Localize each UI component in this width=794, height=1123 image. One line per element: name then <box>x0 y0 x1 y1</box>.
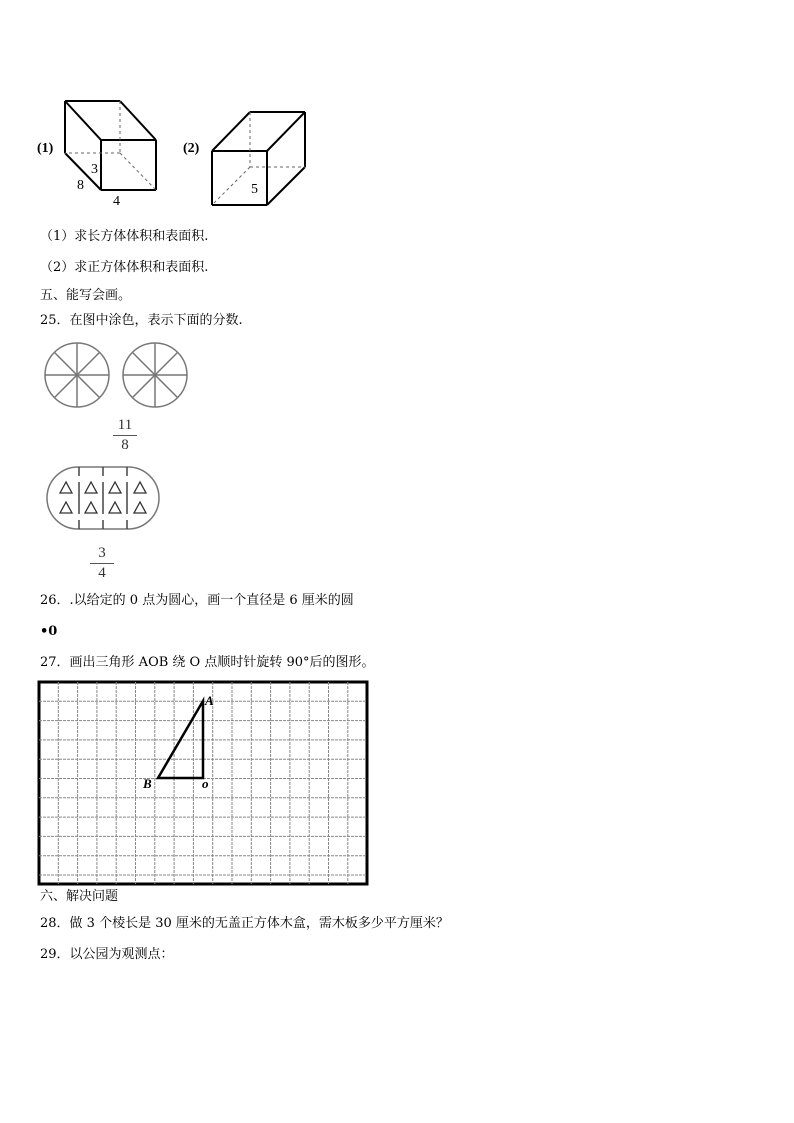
fraction-three-quarters <box>87 545 117 582</box>
cuboid-height-label: 3 <box>91 162 98 177</box>
section-6-heading: 六、解决问题 <box>40 889 119 904</box>
question-25: 25．在图中涂色，表示下面的分数. <box>40 313 243 328</box>
section-5-heading: 五、能写会画。 <box>40 288 132 303</box>
fraction-denominator: 8 <box>121 437 129 453</box>
vertex-b-label: B <box>143 776 152 791</box>
cuboid-width-label: 4 <box>113 194 120 209</box>
question-2: （2）求正方体体积和表面积. <box>40 260 209 275</box>
cube-figure-label: (2) <box>183 141 200 156</box>
question-1: （1）求长方体体积和表面积. <box>40 229 209 244</box>
center-point-marker: •0 <box>40 624 58 639</box>
question-27: 27．画出三角形 AOB 绕 O 点顺时针旋转 90°后的图形。 <box>40 655 375 670</box>
question-29: 29．以公园为观测点： <box>40 947 174 962</box>
fraction-eleven-eighths <box>110 417 140 454</box>
fraction-numerator: 3 <box>98 545 106 561</box>
vertex-a-label: A <box>205 693 214 708</box>
vertex-o-label: o <box>202 776 209 791</box>
rotation-grid <box>37 680 369 887</box>
fraction-bar <box>90 563 114 564</box>
cube-edge-label: 5 <box>251 182 258 197</box>
fraction-bar <box>113 435 137 436</box>
cube-figure <box>205 105 315 213</box>
cuboid-figure <box>55 95 165 210</box>
cuboid-figure-label: (1) <box>37 141 54 156</box>
cuboid-depth-label: 8 <box>77 178 84 193</box>
question-26: 26．.以给定的 0 点为圆心，画一个直径是 6 厘米的圆 <box>40 593 354 608</box>
eighths-circles <box>42 340 212 412</box>
triangle-groups-figure <box>45 464 165 534</box>
fraction-numerator: 11 <box>117 417 133 433</box>
question-28: 28．做 3 个棱长是 30 厘米的无盖正方体木盒，需木板多少平方厘米？ <box>40 916 449 931</box>
fraction-denominator: 4 <box>98 565 106 581</box>
